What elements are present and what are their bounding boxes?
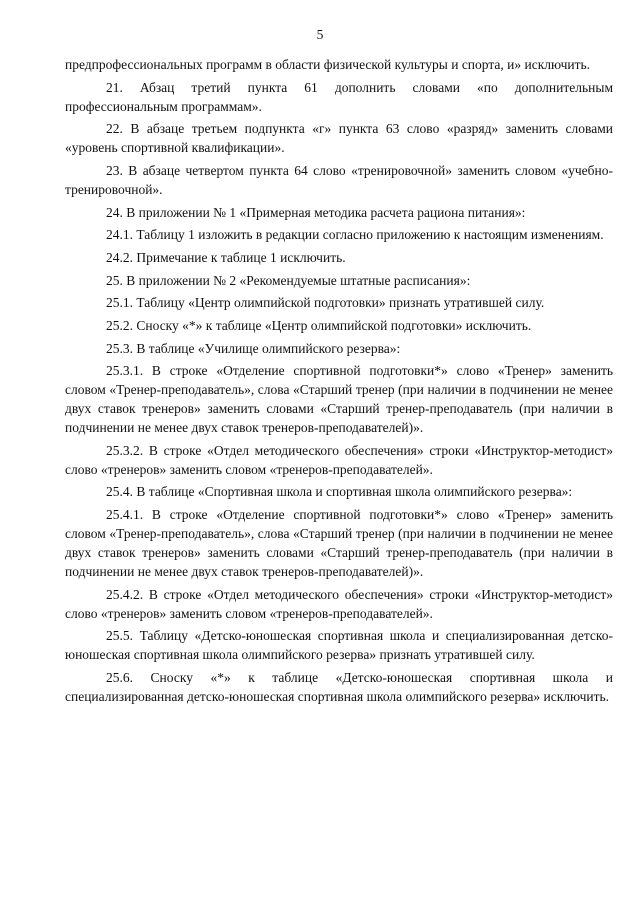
paragraph-item-25-2: 25.2. Сноску «*» к таблице «Центр олимпийской подготовки» исключить. xyxy=(106,318,532,334)
paragraph-item-25-4: 25.4. В таблице «Спортивная школа и спортивная школа олимпийского резерва»: xyxy=(106,484,573,500)
paragraph-item-25-4-1: 25.4.1. В строке «Отделение спортивной подготовки*» слово «Тренер» заменить словом «Тренер-преподаватель», слова «Старший тренер (при наличии в подчинении не менее двух ставок тренеров» заменить словами «Старший тренер-преподаватель (при наличии в подчинении не менее двух ставок тренеров-преподавателей)». xyxy=(65,507,613,579)
page-number: 5 xyxy=(316,27,324,42)
paragraph-item-22: 22. В абзаце третьем подпункта «г» пункта 63 слово «разряд» заменить словами «уровень спортивной квалификации». xyxy=(65,121,613,156)
paragraph-item-25-5: 25.5. Таблицу «Детско-юношеская спортивная школа и специализированная детско-юношеская спортивная школа олимпийского резерва» признать утратившей силу. xyxy=(65,628,613,663)
paragraph-item-23: 23. В абзаце четвертом пункта 64 слово «тренировочной» заменить словом «учебно-тренировочной». xyxy=(65,162,613,197)
document-body xyxy=(65,56,613,710)
paragraph-item-25-1: 25.1. Таблицу «Центр олимпийской подготовки» признать утратившей силу. xyxy=(106,295,545,311)
paragraph-item-24-1: 24.1. Таблицу 1 изложить в редакции согласно приложению к настоящим изменениям. xyxy=(106,227,604,243)
paragraph-item-24: 24. В приложении № 1 «Примерная методика расчета рациона питания»: xyxy=(106,204,526,220)
paragraph-item-25-4-2: 25.4.2. В строке «Отдел методического обеспечения» строки «Инструктор-методист» слово «тренеров» заменить словом «тренеров-преподавателей». xyxy=(65,586,613,621)
paragraph-continuation: предпрофессиональных программ в области физической культуры и спорта, и» исключить. xyxy=(65,57,591,72)
paragraph-item-25-3-2: 25.3.2. В строке «Отдел методического обеспечения» строки «Инструктор-методист» слово «тренеров» заменить словом «тренеров-преподавателей». xyxy=(65,442,613,477)
paragraph-item-24-2: 24.2. Примечание к таблице 1 исключить. xyxy=(106,249,346,265)
paragraph-item-21: 21. Абзац третий пункта 61 дополнить словами «по дополнительным профессиональным программам». xyxy=(65,79,613,114)
paragraph-item-25-3: 25.3. В таблице «Училище олимпийского резерва»: xyxy=(106,340,401,356)
paragraph-item-25-6: 25.6. Сноску «*» к таблице «Детско-юношеская спортивная школа и специализированная детско-юношеская спортивная школа олимпийского резерва» исключить. xyxy=(65,669,613,704)
paragraph-item-25-3-1: 25.3.1. В строке «Отделение спортивной подготовки*» слово «Тренер» заменить словом «Тренер-преподаватель», слова «Старший тренер (при наличии в подчинении не менее двух ставок тренеров» заменить словами «Старший тренер-преподаватель (при наличии в подчинении не менее двух ставок тренеров-преподавателей)». xyxy=(65,363,613,436)
paragraph-item-25: 25. В приложении № 2 «Рекомендуемые штатные расписания»: xyxy=(106,272,471,288)
